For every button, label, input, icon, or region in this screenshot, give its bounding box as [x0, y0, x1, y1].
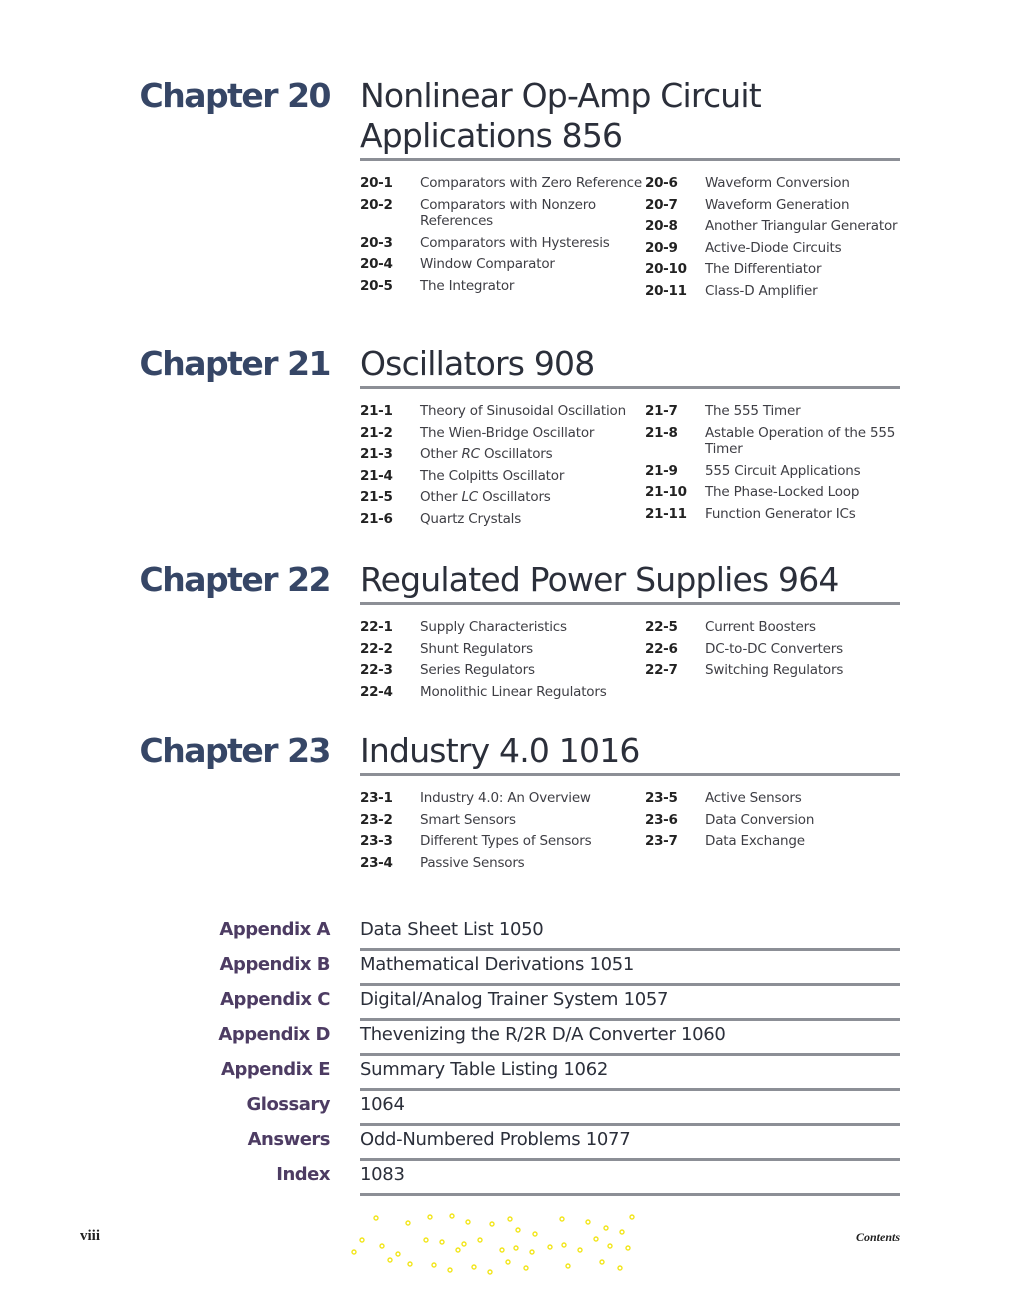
section-item[interactable] [360, 256, 645, 273]
chapter-title: Industry 4.0 1016 [360, 731, 640, 770]
section-item[interactable] [360, 641, 645, 658]
back-matter-row[interactable] [0, 1090, 1020, 1125]
section-title: Industry 4.0: An Overview [420, 790, 591, 806]
section-number: 23-5 [645, 790, 678, 806]
answers-label: Answers [247, 1129, 330, 1150]
section-title: Comparators with Hysteresis [420, 234, 610, 251]
chapter-title: Regulated Power Supplies 964 [360, 560, 839, 599]
section-title: Active-Diode Circuits [705, 239, 842, 256]
section-item[interactable] [645, 175, 930, 192]
section-item[interactable] [645, 641, 930, 658]
chapter-title: Nonlinear Op-Amp Circuit Applications 856 [360, 76, 761, 155]
section-number: 20-4 [360, 256, 393, 272]
appendix-title: Mathematical Derivations 1051 [360, 954, 635, 975]
answers-title: Odd-Numbered Problems 1077 [360, 1129, 631, 1150]
glossary-page: 1064 [360, 1094, 405, 1115]
section-title: Waveform Conversion [705, 175, 850, 191]
section-title: Theory of Sinusoidal Oscillation [420, 403, 626, 419]
section-item[interactable] [360, 403, 645, 420]
section-title: Supply Characteristics [420, 619, 567, 635]
section-item[interactable] [360, 662, 645, 679]
section-item[interactable] [645, 218, 930, 235]
section-number: 22-3 [360, 662, 393, 678]
section-item[interactable] [360, 468, 645, 485]
section-title: Series Regulators [420, 662, 535, 678]
chapter-rule [360, 158, 900, 161]
section-item[interactable] [360, 790, 645, 807]
section-item[interactable] [645, 484, 930, 501]
section-title: Data Conversion [705, 811, 815, 828]
section-number: 21-11 [645, 505, 687, 522]
section-title: The Integrator [420, 277, 515, 294]
chapter-title: Oscillators 908 [360, 344, 595, 383]
section-item[interactable] [645, 197, 930, 214]
appendix-label: Appendix B [219, 954, 330, 975]
section-list-left [360, 175, 645, 299]
section-title: Quartz Crystals [420, 510, 522, 527]
section-item[interactable] [360, 235, 645, 252]
section-list-right [645, 619, 930, 684]
section-number: 21-10 [645, 484, 687, 500]
section-item[interactable] [645, 833, 930, 850]
section-number: 21-9 [645, 462, 678, 479]
section-title: Another Triangular Generator [705, 218, 898, 234]
section-item[interactable] [360, 684, 645, 701]
section-item[interactable] [360, 278, 645, 295]
section-title: Switching Regulators [705, 662, 844, 678]
section-number: 20-10 [645, 261, 687, 277]
back-matter-row[interactable] [0, 1055, 1020, 1090]
chapter-rule [360, 773, 900, 776]
section-item[interactable] [360, 446, 645, 463]
section-number: 22-2 [360, 640, 393, 657]
section-item[interactable] [360, 812, 645, 829]
section-number: 22-6 [645, 640, 678, 657]
appendix-title: Summary Table Listing 1062 [360, 1059, 609, 1080]
glossary-label: Glossary [246, 1094, 330, 1115]
section-title: Window Comparator [420, 256, 555, 272]
back-matter-row[interactable] [0, 1020, 1020, 1055]
section-item[interactable] [645, 261, 930, 278]
appendix-title: Thevenizing the R/2R D/A Converter 1060 [360, 1024, 726, 1045]
section-number: 22-7 [645, 662, 678, 678]
section-item[interactable] [360, 197, 645, 230]
chapter-rule [360, 386, 900, 389]
section-item[interactable] [360, 425, 645, 442]
section-title: Active Sensors [705, 790, 802, 806]
section-number: 21-3 [360, 446, 393, 462]
section-list-left [360, 403, 645, 532]
section-number: 23-2 [360, 811, 393, 828]
section-number: 20-11 [645, 282, 687, 299]
chapter-label: Chapter 22 [139, 560, 330, 599]
section-title: The Wien-Bridge Oscillator [420, 424, 595, 441]
section-title: Comparators with Zero Reference [420, 175, 643, 191]
section-number: 23-3 [360, 833, 393, 849]
section-number: 20-2 [360, 196, 393, 213]
section-number: 22-4 [360, 683, 393, 700]
section-title: 555 Circuit Applications [705, 462, 861, 479]
section-item[interactable] [360, 175, 645, 192]
section-number: 21-5 [360, 489, 393, 505]
section-item[interactable] [360, 489, 645, 506]
decorative-dot-pattern [340, 1210, 640, 1280]
section-list-right [645, 403, 930, 527]
section-number: 21-8 [645, 424, 678, 441]
section-item[interactable] [645, 790, 930, 807]
section-number: 22-5 [645, 619, 678, 635]
back-matter-row[interactable] [0, 985, 1020, 1020]
appendix-label: Appendix D [218, 1024, 330, 1045]
section-title: Passive Sensors [420, 854, 525, 871]
section-item[interactable] [360, 833, 645, 850]
section-title: Data Exchange [705, 833, 805, 849]
section-number: 21-2 [360, 424, 393, 441]
running-footer: Contents [855, 1230, 900, 1244]
back-matter-row[interactable] [0, 1125, 1020, 1160]
appendix-title: Data Sheet List 1050 [360, 919, 544, 940]
section-title: Other LC Oscillators [420, 489, 551, 505]
section-list-left [360, 619, 645, 705]
section-number: 23-7 [645, 833, 678, 849]
section-title: Waveform Generation [705, 196, 850, 213]
page-number: viii [80, 1228, 101, 1244]
section-number: 23-6 [645, 811, 678, 828]
section-title: Comparators with Nonzero References [420, 196, 596, 229]
section-number: 20-5 [360, 277, 393, 294]
section-item[interactable] [645, 240, 930, 257]
appendix-label: Appendix A [219, 919, 330, 940]
section-item[interactable] [645, 283, 930, 300]
section-title: Smart Sensors [420, 811, 516, 828]
appendix-title: Digital/Analog Trainer System 1057 [360, 989, 669, 1010]
back-matter-row[interactable] [0, 1160, 1020, 1195]
section-title: Other RC Oscillators [420, 446, 553, 462]
section-item[interactable] [360, 855, 645, 872]
section-number: 22-1 [360, 619, 393, 635]
section-number: 21-6 [360, 510, 393, 527]
section-number: 20-1 [360, 175, 393, 191]
section-number: 21-7 [645, 403, 678, 419]
section-item[interactable] [645, 403, 930, 420]
section-title: The 555 Timer [705, 403, 801, 419]
section-number: 20-8 [645, 218, 678, 234]
section-item[interactable] [645, 619, 930, 636]
section-number: 23-1 [360, 790, 393, 806]
section-number: 20-6 [645, 175, 678, 191]
chapter-label: Chapter 21 [139, 344, 330, 383]
section-number: 23-4 [360, 854, 393, 871]
appendix-label: Appendix E [221, 1059, 330, 1080]
section-list-right [645, 790, 930, 855]
section-item[interactable] [645, 463, 930, 480]
section-title: The Phase-Locked Loop [705, 484, 860, 500]
section-item[interactable] [645, 425, 930, 458]
section-title: Monolithic Linear Regulators [420, 683, 607, 700]
section-title: Class-D Amplifier [705, 282, 818, 299]
section-item[interactable] [360, 619, 645, 636]
index-page: 1083 [360, 1164, 405, 1185]
index-rule [360, 1193, 900, 1196]
back-matter-row[interactable] [0, 950, 1020, 985]
index-label: Index [276, 1164, 330, 1185]
section-title: The Differentiator [705, 261, 822, 277]
section-title: DC-to-DC Converters [705, 640, 843, 657]
section-number: 20-7 [645, 196, 678, 213]
section-number: 21-4 [360, 467, 393, 484]
back-matter-row[interactable] [0, 915, 1020, 950]
chapter-label: Chapter 23 [139, 731, 330, 770]
section-title: Current Boosters [705, 619, 816, 635]
section-list-left [360, 790, 645, 876]
section-title: Shunt Regulators [420, 640, 533, 657]
section-title: Astable Operation of the 555 Timer [705, 424, 896, 457]
chapter-rule [360, 602, 900, 605]
chapter-label: Chapter 20 [139, 76, 330, 115]
appendix-label: Appendix C [220, 989, 330, 1010]
section-title: Different Types of Sensors [420, 833, 592, 849]
section-list-right [645, 175, 930, 304]
section-number: 21-1 [360, 403, 393, 419]
section-title: The Colpitts Oscillator [420, 467, 565, 484]
section-title: Function Generator ICs [705, 505, 856, 522]
section-number: 20-9 [645, 239, 678, 256]
section-item[interactable] [645, 812, 930, 829]
section-item[interactable] [360, 511, 645, 528]
section-item[interactable] [645, 662, 930, 679]
section-item[interactable] [645, 506, 930, 523]
section-number: 20-3 [360, 234, 393, 251]
